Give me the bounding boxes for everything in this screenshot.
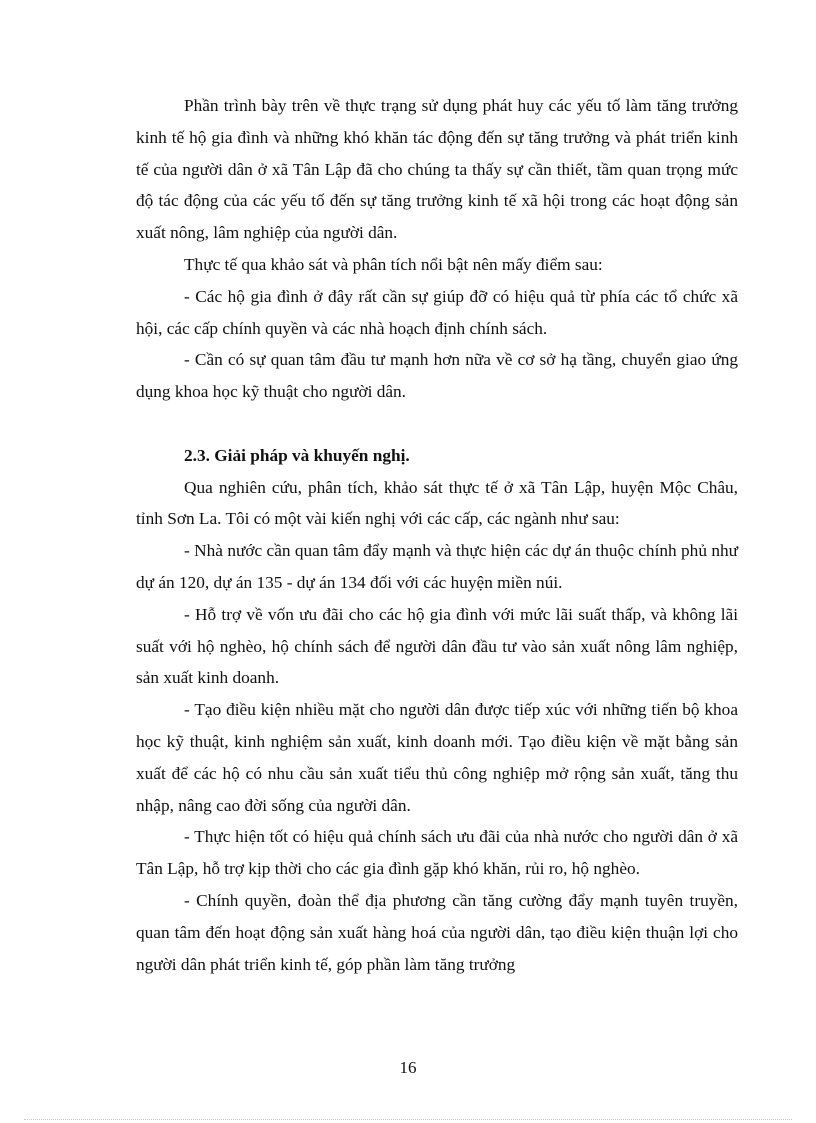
paragraph-section-lead: Qua nghiên cứu, phân tích, khảo sát thực tế ở xã Tân Lập, huyện Mộc Châu, tỉnh Sơn La. Tôi có một vài kiến nghị với các cấp, các ngành như sau: bbox=[136, 477, 738, 529]
page-bottom-divider bbox=[24, 1119, 792, 1120]
list-item-loans: - Hỗ trợ về vốn ưu đãi cho các hộ gia đình với mức lãi suất thấp, và không lãi suất với hộ nghèo, hộ chính sách để người dân đầu tư vào sản xuất nông lâm nghiệp, sản xuất kinh doanh. bbox=[136, 604, 738, 688]
list-item-support: - Các hộ gia đình ở đây rất cần sự giúp đỡ có hiệu quả từ phía các tổ chức xã hội, các cấp chính quyền và các nhà hoạch định chính sách. bbox=[136, 286, 738, 338]
list-item-policy: - Thực hiện tốt có hiệu quả chính sách ưu đãi của nhà nước cho người dân ở xã Tân Lập, hỗ trợ kịp thời cho các gia đình gặp khó khăn, rủi ro, hộ nghèo. bbox=[136, 827, 738, 879]
list-item-propaganda: - Chính quyền, đoàn thể địa phương cần tăng cường đẩy mạnh tuyên truyền, quan tâm đến hoạt động sản xuất hàng hoá của người dân, tạo điều kiện thuận lợi cho người dân phát triển kinh tế, góp phần làm tăng trưởng bbox=[136, 890, 738, 974]
section-heading: 2.3. Giải pháp và khuyến nghị. bbox=[184, 445, 410, 465]
paragraph-survey-lead: Thực tế qua khảo sát và phân tích nổi bật nên mấy điểm sau: bbox=[184, 254, 603, 274]
list-item-infrastructure: - Cần có sự quan tâm đầu tư mạnh hơn nữa về cơ sở hạ tầng, chuyển giao ứng dụng khoa học kỹ thuật cho người dân. bbox=[136, 350, 738, 402]
list-item-projects: - Nhà nước cần quan tâm đẩy mạnh và thực hiện các dự án thuộc chính phủ như dự án 120, dự án 135 - dự án 134 đối với các huyện miền núi. bbox=[136, 541, 738, 592]
page-number: 16 bbox=[399, 1058, 417, 1077]
list-item-technology: - Tạo điều kiện nhiều mặt cho người dân được tiếp xúc với những tiến bộ khoa học kỹ thuật, kinh nghiệm sản xuất, kinh doanh mới. Tạo điều kiện về mặt bằng sản xuất để các hộ có nhu cầu sản xuất tiểu thủ công nghiệp mở rộng sản xuất, tăng thu nhập, nâng cao đời sống của người dân. bbox=[136, 700, 738, 815]
body-text bbox=[136, 90, 738, 980]
paragraph-intro-summary: Phần trình bày trên về thực trạng sử dụng phát huy các yếu tố làm tăng trưởng kinh tế hộ gia đình và những khó khăn tác động đến sự tăng trưởng và phát triển kinh tế của người dân ở xã Tân Lập đã cho chúng ta thấy sự cần thiết, tầm quan trọng mức độ tác động của các yếu tố đến sự tăng trưởng kinh tế xã hội trong các hoạt động sản xuất nông, lâm nghiệp của người dân. bbox=[136, 96, 738, 243]
